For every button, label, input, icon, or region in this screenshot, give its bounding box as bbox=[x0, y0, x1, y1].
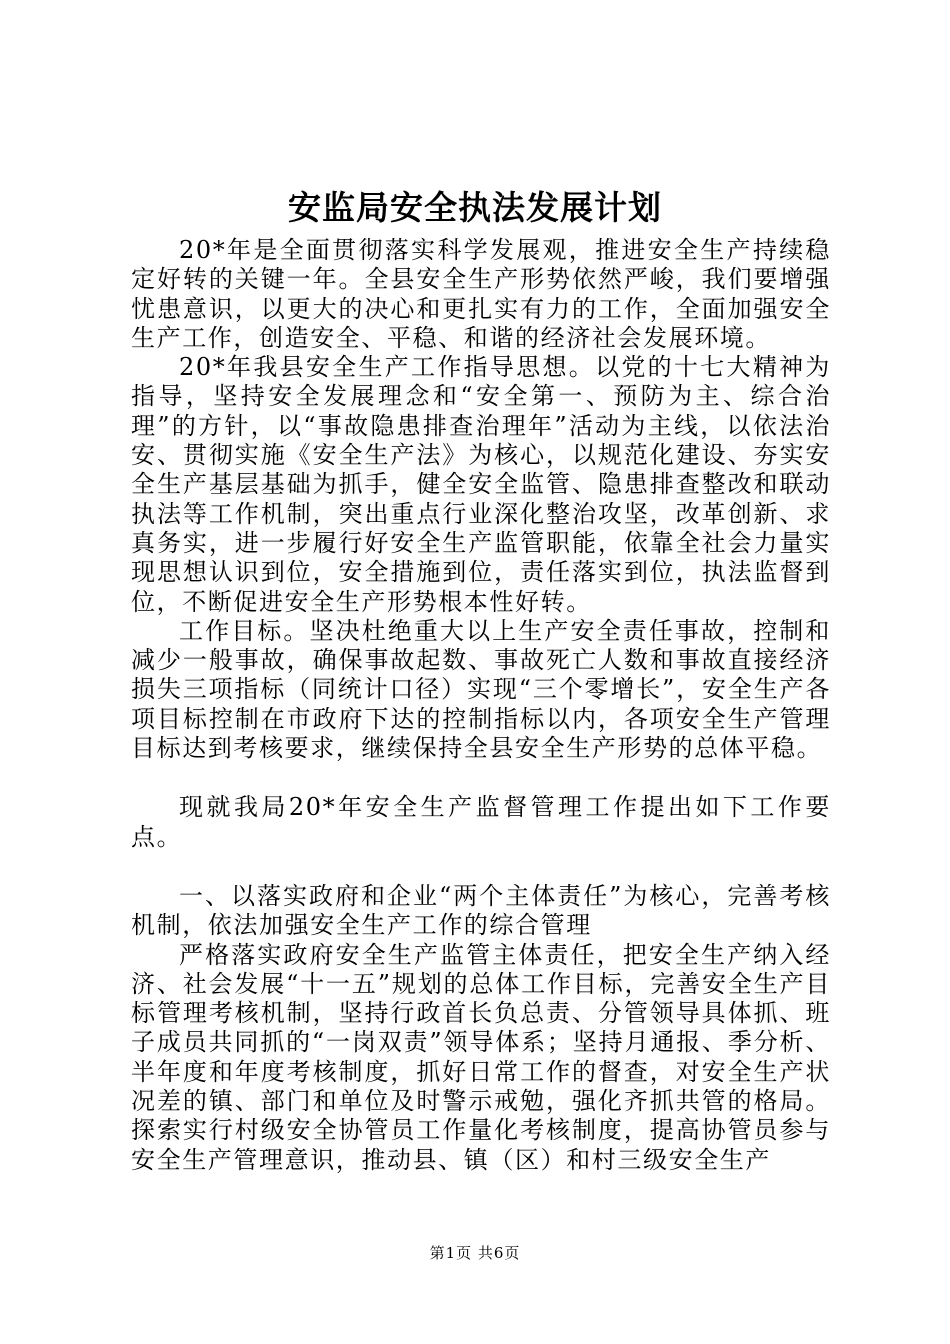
document-title: 安监局安全执法发展计划 bbox=[288, 188, 662, 227]
section-heading-1: 一、以落实政府和企业“两个主体责任”为核心，完善考核机制，依法加强安全生产工作的综合管理 bbox=[131, 881, 831, 940]
page-footer: 第1页 共6页 bbox=[429, 1244, 521, 1262]
paragraph-work-points: 现就我局20*年安全生产监督管理工作提出如下工作要点。 bbox=[131, 793, 831, 851]
paragraph-section-1-body: 严格落实政府安全生产监管主体责任，把安全生产纳入经济、社会发展“十一五”规划的总体工作目标，完善安全生产目标管理考核机制，坚持行政首长负总责、分管领导具体抓、班子成员共同抓的“一岗双责”领导体系；坚持月通报、季分析、半年度和年度考核制度，抓好日常工作的督查，对安全生产状况差的镇、部门和单位及时警示戒勉，强化齐抓共管的格局。探索实行村级安全协管员工作量化考核制度，提高协管员参与安全生产管理意识，推动县、镇（区）和村三级安全生产 bbox=[131, 940, 831, 1174]
paragraph-guiding-ideology: 20*年我县安全生产工作指导思想。以党的十七大精神为指导，坚持安全发展理念和“安全第一、预防为主、综合治理”的方针，以“事故隐患排查治理年”活动为主线，以依法治安、贯彻实施《安全生产法》为核心，以规范化建设、夯实安全生产基层基础为抓手，健全安全监管、隐患排查整改和联动执法等工作机制，突出重点行业深化整治攻坚，改革创新、求真务实，进一步履行好安全生产监管职能，依靠全社会力量实现思想认识到位，安全措施到位，责任落实到位，执法监督到位，不断促进安全生产形势根本性好转。 bbox=[131, 353, 831, 616]
paragraph-work-goals: 工作目标。坚决杜绝重大以上生产安全责任事故，控制和减少一般事故，确保事故起数、事故死亡人数和事故直接经济损失三项指标（同统计口径）实现“三个零增长”，安全生产各项目标控制在市政府下达的控制指标以内，各项安全生产管理目标达到考核要求，继续保持全县安全生产形势的总体平稳。 bbox=[131, 616, 831, 763]
document-body bbox=[131, 236, 831, 1175]
paragraph-intro: 20*年是全面贯彻落实科学发展观，推进安全生产持续稳定好转的关键一年。全县安全生产形势依然严峻，我们要增强忧患意识，以更大的决心和更扎实有力的工作，全面加强安全生产工作，创造安全、平稳、和谐的经济社会发展环境。 bbox=[131, 236, 831, 352]
